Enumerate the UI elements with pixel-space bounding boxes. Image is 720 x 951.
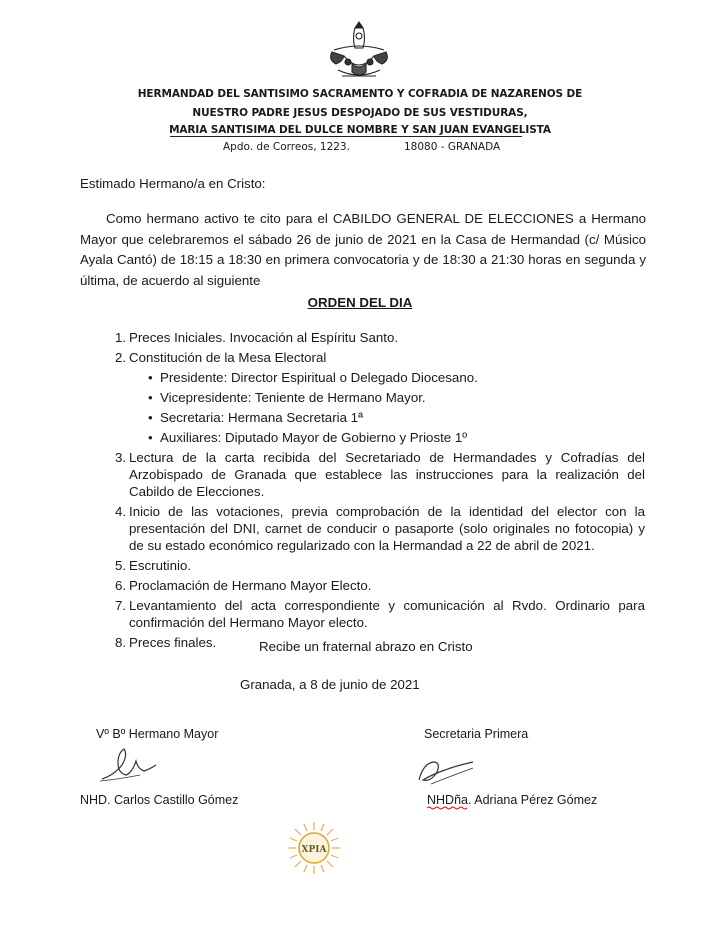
- agenda-item: 2. Constitución de la Mesa Electoral • Presidente: Director Espiritual o Delegado Diocesano. • Vicepresidente: Teniente de Hermano Mayor. • Secretaria: Hermana Secretaria 1ª • Auxiliares: Diputado Mayor de Gobierno y Prioste 1º: [80, 349, 645, 446]
- board-member-item: • Vicepresidente: Teniente de Hermano Mayor.: [148, 390, 426, 405]
- greeting: Estimado Hermano/a en Cristo:: [80, 176, 266, 191]
- spellcheck-underline: [427, 806, 467, 810]
- postal-address: Apdo. de Correos, 1223.: [223, 141, 350, 153]
- board-member-item: • Secretaria: Hermana Secretaria 1ª: [148, 410, 363, 425]
- agenda-item: 3. Lectura de la carta recibida del Secretariado de Hermandades y Cofradías del Arzobispado de Granada que establece las instrucciones para la realización del Cabildo de Elecciones.: [115, 450, 645, 499]
- bullet-icon: •: [148, 370, 153, 385]
- handwritten-signature-right: [415, 750, 477, 786]
- header-line-2: NUESTRO PADRE JESUS DESPOJADO DE SUS VESTIDURAS,: [192, 107, 528, 119]
- bullet-icon: •: [148, 430, 153, 445]
- agenda-item: 1. Preces Iniciales. Invocación al Espíritu Santo.: [115, 330, 399, 345]
- svg-text:ΧΡΙΑ: ΧΡΙΑ: [301, 845, 327, 855]
- right-signatory-name: NHDña. Adriana Pérez Gómez: [427, 793, 598, 807]
- agenda-item: 6. Proclamación de Hermano Mayor Electo.: [115, 578, 372, 593]
- bullet-icon: •: [148, 390, 153, 405]
- header-divider: [170, 136, 522, 137]
- agenda-item: 5. Escrutinio.: [115, 558, 192, 573]
- right-signatory-title: Secretaria Primera: [424, 727, 529, 741]
- agenda-item: 8. Preces finales.: [115, 635, 217, 650]
- closing-line: Recibe un fraternal abrazo en Cristo: [259, 639, 473, 654]
- date-line: Granada, a 8 de junio de 2021: [240, 677, 420, 692]
- handwritten-signature-left: [98, 745, 158, 783]
- bullet-icon: •: [148, 410, 153, 425]
- left-signatory-title: Vº Bº Hermano Mayor: [96, 727, 219, 741]
- electoral-board-list: [129, 369, 645, 446]
- order-of-day-title: ORDEN DEL DIA: [307, 295, 413, 310]
- board-member-item: • Auxiliares: Diputado Mayor de Gobierno y Prioste 1º: [148, 430, 468, 445]
- left-signatory-name: NHD. Carlos Castillo Gómez: [80, 793, 239, 807]
- header-line-3: MARIA SANTISIMA DEL DULCE NOMBRE Y SAN JUAN EVANGELISTA: [169, 124, 551, 136]
- agenda-list: [80, 329, 645, 654]
- header-line-1: HERMANDAD DEL SANTISIMO SACRAMENTO Y COFRADIA DE NAZARENOS DE: [137, 88, 583, 100]
- agenda-item: 7. Levantamiento del acta correspondiente y comunicación al Rvdo. Ordinario para confirmación del Hermano Mayor electo.: [115, 598, 645, 630]
- convocation-paragraph: [80, 209, 646, 291]
- brotherhood-seal-icon: [286, 820, 342, 876]
- agenda-item: 4. Inicio de las votaciones, previa comprobación de la identidad del elector con la presentación del DNI, carnet de conducir o pasaporte (solo originales no fotocopia) y de su estado económico regularizado con la Hermandad a 22 de abril de 2021.: [115, 504, 645, 553]
- convocation-text: Como hermano activo te cito para el CABILDO GENERAL DE ELECCIONES a Hermano Mayor que celebraremos el sábado 26 de junio de 2021 en la Casa de Hermandad (c/ Músico Ayala Cantó) de 18:15 a 18:30 en primera convocatoria y de 18:30 a 21:30 horas en segunda y última, de acuerdo al siguiente: [80, 211, 646, 288]
- postal-code-city: 18080 - GRANADA: [404, 141, 501, 153]
- board-member-item: • Presidente: Director Espiritual o Delegado Diocesano.: [148, 370, 478, 385]
- brotherhood-crest-logo: [324, 20, 394, 82]
